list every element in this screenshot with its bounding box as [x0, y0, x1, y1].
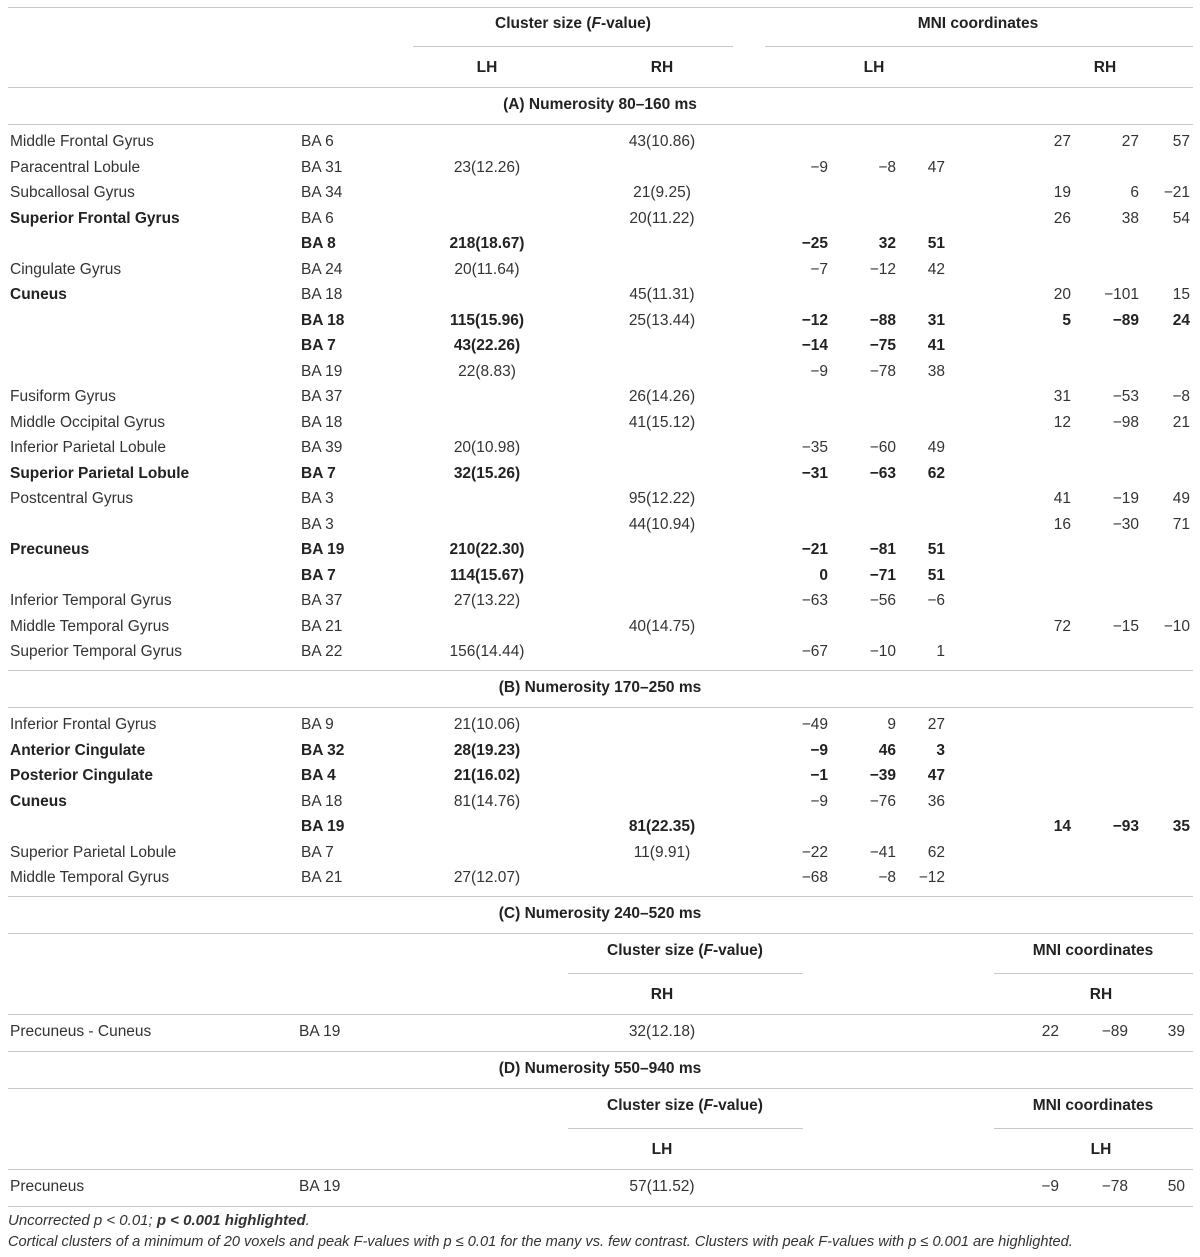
mni-lh-z: 62 — [927, 464, 945, 482]
mni-lh-x: −9 — [810, 362, 828, 380]
region-name: Precuneus — [10, 541, 90, 558]
section-d-end-rule — [8, 1206, 1193, 1207]
cluster-rh: 41(15.12) — [628, 413, 696, 431]
cluster-lh: 115(15.96) — [449, 311, 525, 329]
mni-lh-x: −21 — [801, 541, 828, 558]
footnote-text: Uncorrected p < 0.01; — [8, 1212, 157, 1229]
brodmann-area: BA 18 — [301, 286, 343, 303]
cluster-rh: 25(13.44) — [628, 311, 696, 329]
section-c-mni-rule — [994, 973, 1193, 974]
brodmann-area: BA 19 — [301, 541, 345, 558]
region-name: Precuneus - Cuneus — [10, 1023, 152, 1040]
region-name: Postcentral Gyrus — [10, 490, 134, 507]
mni-rh-y: −15 — [1112, 617, 1139, 635]
brodmann-area: BA 34 — [301, 184, 343, 201]
mni-lh-x: −7 — [810, 260, 828, 278]
mni-rh-z: 49 — [1172, 490, 1190, 507]
mni-x: −9 — [1041, 1178, 1059, 1195]
section-c-header-cluster-size — [585, 941, 785, 961]
section-d-title: (D) Numerosity 550–940 ms — [498, 1060, 702, 1077]
mni-lh-x: −1 — [810, 767, 828, 784]
mni-lh-x: −9 — [810, 158, 828, 176]
mni-lh-x: −12 — [801, 311, 828, 329]
mni-lh-x: −31 — [801, 464, 828, 482]
header-cluster-size-text: Cluster size ( — [607, 1097, 704, 1114]
brodmann-area: BA 8 — [301, 235, 336, 252]
mni-lh-y: 9 — [887, 716, 896, 733]
mni-rh-x: 5 — [1062, 311, 1071, 329]
region-name: Superior Temporal Gyrus — [10, 643, 183, 660]
section-d-header-hemi: LH — [651, 1141, 673, 1158]
mni-rh-y: 38 — [1121, 209, 1139, 227]
mni-rh-z: 57 — [1172, 133, 1190, 150]
mni-y: −78 — [1101, 1178, 1128, 1195]
cluster-value: 57(11.52) — [629, 1178, 695, 1195]
section-d-rule — [8, 1088, 1193, 1089]
mni-lh-y: −71 — [869, 566, 896, 584]
header-lh: LH — [476, 59, 498, 76]
region-name: Middle Temporal Gyrus — [10, 869, 170, 886]
footnote-description: Cortical clusters of a minimum of 20 voxels and peak F-values with p ≤ 0.01 for the many vs. few contrast. Clusters with peak F-values with p ≤ 0.001 are highlighted. — [8, 1234, 1073, 1250]
region-name: Middle Temporal Gyrus — [10, 617, 170, 635]
section-d-header-bottom-rule — [8, 1169, 1193, 1170]
cluster-rh: 11(9.91) — [633, 843, 691, 861]
section-a-end-rule — [8, 670, 1193, 671]
mni-x: 22 — [1041, 1023, 1059, 1040]
section-b-end-rule — [8, 896, 1193, 897]
mni-rh-z: −21 — [1163, 184, 1190, 201]
cluster-rh: 40(14.75) — [628, 617, 696, 635]
region-name: Cuneus — [10, 792, 67, 810]
brodmann-area: BA 24 — [301, 260, 343, 278]
mni-lh-y: −12 — [869, 260, 896, 278]
mni-lh-y: −63 — [869, 464, 896, 482]
cluster-lh: 23(12.26) — [453, 158, 521, 176]
region-name: Subcallosal Gyrus — [10, 184, 135, 201]
mni-rh-x: 14 — [1053, 818, 1071, 835]
table-top-rule — [8, 7, 1193, 8]
mni-rh-z: 35 — [1172, 818, 1190, 835]
mni-lh-y: −76 — [869, 792, 896, 810]
mni-lh-x: −9 — [810, 741, 828, 759]
mni-lh-y: −88 — [869, 311, 896, 329]
cluster-lh: 20(11.64) — [454, 260, 520, 278]
mni-lh-z: 49 — [927, 439, 945, 456]
brodmann-area: BA 39 — [301, 439, 343, 456]
brodmann-area: BA 7 — [301, 464, 336, 482]
mni-lh-y: −60 — [869, 439, 896, 456]
brodmann-area: BA 37 — [301, 388, 343, 405]
brodmann-area: BA 37 — [301, 592, 343, 609]
mni-rh-z: 54 — [1172, 209, 1190, 227]
brodmann-area: BA 22 — [301, 643, 343, 660]
mni-lh-z: −6 — [927, 592, 945, 609]
section-b-title: (B) Numerosity 170–250 ms — [498, 679, 702, 696]
mni-rh-y: −101 — [1104, 286, 1139, 303]
mni-lh-z: 1 — [936, 643, 945, 660]
section-d-header-mni: MNI coordinates — [1032, 1097, 1154, 1114]
cluster-rh: 26(14.26) — [628, 388, 696, 405]
brodmann-area: BA 32 — [301, 741, 345, 759]
mni-rh-y: −98 — [1112, 413, 1139, 431]
mni-rh-x: 20 — [1053, 286, 1071, 303]
mni-rh-z: 71 — [1172, 515, 1190, 533]
brodmann-area: BA 4 — [301, 767, 336, 784]
brodmann-area: BA 18 — [301, 311, 345, 329]
brodmann-area: BA 31 — [301, 158, 343, 176]
mni-rh-x: 19 — [1053, 184, 1071, 201]
mni-z: 39 — [1167, 1023, 1185, 1040]
brodmann-area: BA 19 — [301, 362, 343, 380]
mni-lh-z: −12 — [918, 869, 945, 886]
mni-rh-z: 15 — [1172, 286, 1190, 303]
mni-lh-x: −9 — [810, 792, 828, 810]
cluster-lh: 81(14.76) — [453, 792, 521, 810]
header-mni-coordinates: MNI coordinates — [917, 15, 1039, 32]
cluster-lh: 210(22.30) — [449, 541, 525, 558]
section-c-header-bottom-rule — [8, 1014, 1193, 1015]
cluster-lh: 22(8.83) — [458, 362, 516, 380]
brodmann-area: BA 18 — [301, 413, 343, 431]
mni-lh-y: −75 — [869, 337, 896, 354]
mni-lh-x: −68 — [801, 869, 828, 886]
mni-lh-y: −39 — [869, 767, 896, 784]
header-mni-lh: LH — [863, 59, 885, 76]
mni-lh-y: −41 — [869, 843, 896, 861]
section-d-header-mni-hemi: LH — [1090, 1141, 1112, 1158]
cluster-rh: 44(10.94) — [628, 515, 696, 533]
brodmann-area: BA 9 — [301, 716, 334, 733]
header-rh: RH — [650, 59, 674, 76]
section-d-header-cluster-size — [585, 1096, 785, 1116]
brodmann-area: BA 19 — [299, 1023, 341, 1040]
mni-lh-z: 51 — [927, 566, 945, 584]
region-name: Posterior Cingulate — [10, 767, 153, 784]
brodmann-area: BA 18 — [301, 792, 343, 810]
header-f-italic: F — [703, 942, 713, 959]
region-name: Superior Frontal Gyrus — [10, 209, 180, 227]
mni-rh-x: 31 — [1053, 388, 1071, 405]
region-name: Precuneus — [10, 1178, 85, 1195]
mni-rh-x: 26 — [1053, 209, 1071, 227]
mni-rh-x: 72 — [1053, 617, 1071, 635]
cluster-lh: 43(22.26) — [453, 337, 521, 354]
mni-lh-x: −35 — [801, 439, 828, 456]
mni-lh-x: −67 — [801, 643, 828, 660]
cluster-lh: 114(15.67) — [449, 566, 525, 584]
region-name: Superior Parietal Lobule — [10, 464, 190, 482]
brodmann-area: BA 19 — [299, 1178, 341, 1195]
cluster-rh: 81(22.35) — [628, 818, 696, 835]
section-c-end-rule — [8, 1051, 1193, 1052]
mni-rh-y: −19 — [1112, 490, 1139, 507]
mni-lh-x: −22 — [801, 843, 828, 861]
mni-rh-y: 27 — [1121, 133, 1139, 150]
region-name: Superior Parietal Lobule — [10, 843, 177, 861]
region-name: Middle Occipital Gyrus — [10, 413, 166, 431]
mni-lh-y: −56 — [869, 592, 896, 609]
cluster-rh: 43(10.86) — [628, 133, 696, 150]
cluster-lh: 156(14.44) — [449, 643, 525, 660]
header-bottom-rule — [8, 87, 1193, 88]
mni-lh-z: 47 — [927, 158, 945, 176]
region-name: Inferior Parietal Lobule — [10, 439, 166, 456]
section-c-rule — [8, 933, 1193, 934]
header-cluster-size-text: Cluster size ( — [495, 15, 592, 32]
mni-lh-y: 32 — [878, 235, 896, 252]
brodmann-area: BA 21 — [301, 869, 343, 886]
mni-lh-z: 38 — [927, 362, 945, 380]
mni-rh-y: −93 — [1112, 818, 1139, 835]
header-cluster-size-end: -value) — [600, 15, 651, 32]
section-a-rule — [8, 124, 1193, 125]
cluster-lh: 21(10.06) — [453, 716, 521, 733]
region-name: Inferior Frontal Gyrus — [10, 716, 157, 733]
cluster-rh: 21(9.25) — [633, 184, 691, 201]
mni-rule — [765, 46, 1193, 47]
section-d-cluster-rule — [568, 1128, 803, 1129]
mni-lh-z: 36 — [927, 792, 945, 810]
mni-lh-y: −78 — [869, 362, 896, 380]
mni-lh-z: 47 — [927, 767, 945, 784]
brodmann-area: BA 19 — [301, 818, 345, 835]
mni-lh-z: 3 — [936, 741, 945, 759]
region-name: Inferior Temporal Gyrus — [10, 592, 172, 609]
header-f-italic: F — [591, 15, 601, 32]
header-cluster-size — [473, 14, 673, 34]
mni-lh-y: −10 — [869, 643, 896, 660]
mni-rh-z: 21 — [1172, 413, 1190, 431]
section-c-header-mni: MNI coordinates — [1032, 942, 1154, 959]
region-name: Anterior Cingulate — [10, 741, 146, 759]
mni-rh-x: 41 — [1053, 490, 1071, 507]
mni-rh-z: −8 — [1172, 388, 1190, 405]
region-name: Fusiform Gyrus — [10, 388, 116, 405]
brodmann-area: BA 7 — [301, 337, 336, 354]
footnote-text: . — [305, 1212, 310, 1229]
brodmann-area: BA 3 — [301, 515, 334, 533]
footnote-highlight: p < 0.001 highlighted — [156, 1212, 306, 1229]
mni-rh-x: 12 — [1053, 413, 1071, 431]
section-b-rule — [8, 707, 1193, 708]
region-name: Paracentral Lobule — [10, 158, 141, 176]
section-c-cluster-rule — [568, 973, 803, 974]
mni-lh-y: −8 — [878, 158, 896, 176]
mni-lh-x: −14 — [801, 337, 828, 354]
mni-lh-z: 51 — [927, 235, 945, 252]
region-name: Middle Frontal Gyrus — [10, 133, 154, 150]
mni-rh-x: 27 — [1053, 133, 1071, 150]
mni-z: 50 — [1167, 1178, 1185, 1195]
header-f-italic: F — [703, 1097, 713, 1114]
mni-lh-x: 0 — [819, 566, 828, 584]
brodmann-area: BA 6 — [301, 209, 334, 227]
cluster-lh: 20(10.98) — [453, 439, 521, 456]
mni-rh-z: 24 — [1172, 311, 1190, 329]
mni-lh-x: −63 — [801, 592, 828, 609]
section-c-title: (C) Numerosity 240–520 ms — [498, 905, 702, 922]
mni-rh-y: −53 — [1112, 388, 1139, 405]
mni-rh-z: −10 — [1163, 617, 1190, 635]
cluster-size-rule — [413, 46, 733, 47]
cluster-lh: 21(16.02) — [453, 767, 521, 784]
region-name: Cuneus — [10, 286, 67, 303]
mni-lh-y: 46 — [878, 741, 896, 759]
region-name: Cingulate Gyrus — [10, 260, 122, 278]
header-mni-rh: RH — [1093, 59, 1117, 76]
cluster-lh: 218(18.67) — [449, 235, 525, 252]
cluster-lh: 32(15.26) — [453, 464, 521, 482]
mni-rh-x: 16 — [1053, 515, 1071, 533]
section-c-header-hemi: RH — [650, 986, 674, 1003]
cluster-rh: 95(12.22) — [628, 490, 696, 507]
brodmann-area: BA 21 — [301, 617, 343, 635]
header-cluster-size-end: -value) — [712, 1097, 763, 1114]
mni-lh-z: 62 — [927, 843, 945, 861]
section-c-header-mni-hemi: RH — [1089, 986, 1113, 1003]
mni-lh-x: −49 — [801, 716, 828, 733]
cluster-lh: 27(13.22) — [453, 592, 521, 609]
header-cluster-size-text: Cluster size ( — [607, 942, 704, 959]
mni-lh-z: 42 — [927, 260, 945, 278]
section-d-mni-rule — [994, 1128, 1193, 1129]
mni-lh-z: 41 — [927, 337, 945, 354]
brodmann-area: BA 3 — [301, 490, 334, 507]
mni-lh-z: 51 — [927, 541, 945, 558]
mni-lh-y: −8 — [878, 869, 896, 886]
mni-lh-z: 31 — [927, 311, 945, 329]
mni-lh-z: 27 — [927, 716, 945, 733]
mni-rh-y: 6 — [1130, 184, 1139, 201]
section-a-title: (A) Numerosity 80–160 ms — [503, 96, 697, 113]
mni-rh-y: −30 — [1112, 515, 1139, 533]
footnote-significance — [8, 1211, 310, 1231]
mni-lh-x: −25 — [801, 235, 828, 252]
brodmann-area: BA 7 — [301, 843, 334, 861]
cluster-value: 32(12.18) — [628, 1023, 696, 1040]
cluster-rh: 45(11.31) — [629, 286, 695, 303]
brodmann-area: BA 6 — [301, 133, 334, 150]
mni-rh-y: −89 — [1112, 311, 1139, 329]
brodmann-area: BA 7 — [301, 566, 336, 584]
mni-y: −89 — [1101, 1023, 1128, 1040]
mni-lh-y: −81 — [869, 541, 896, 558]
header-cluster-size-end: -value) — [712, 942, 763, 959]
cluster-lh: 28(19.23) — [453, 741, 521, 759]
cluster-lh: 27(12.07) — [453, 869, 521, 886]
cluster-rh: 20(11.22) — [629, 209, 695, 227]
